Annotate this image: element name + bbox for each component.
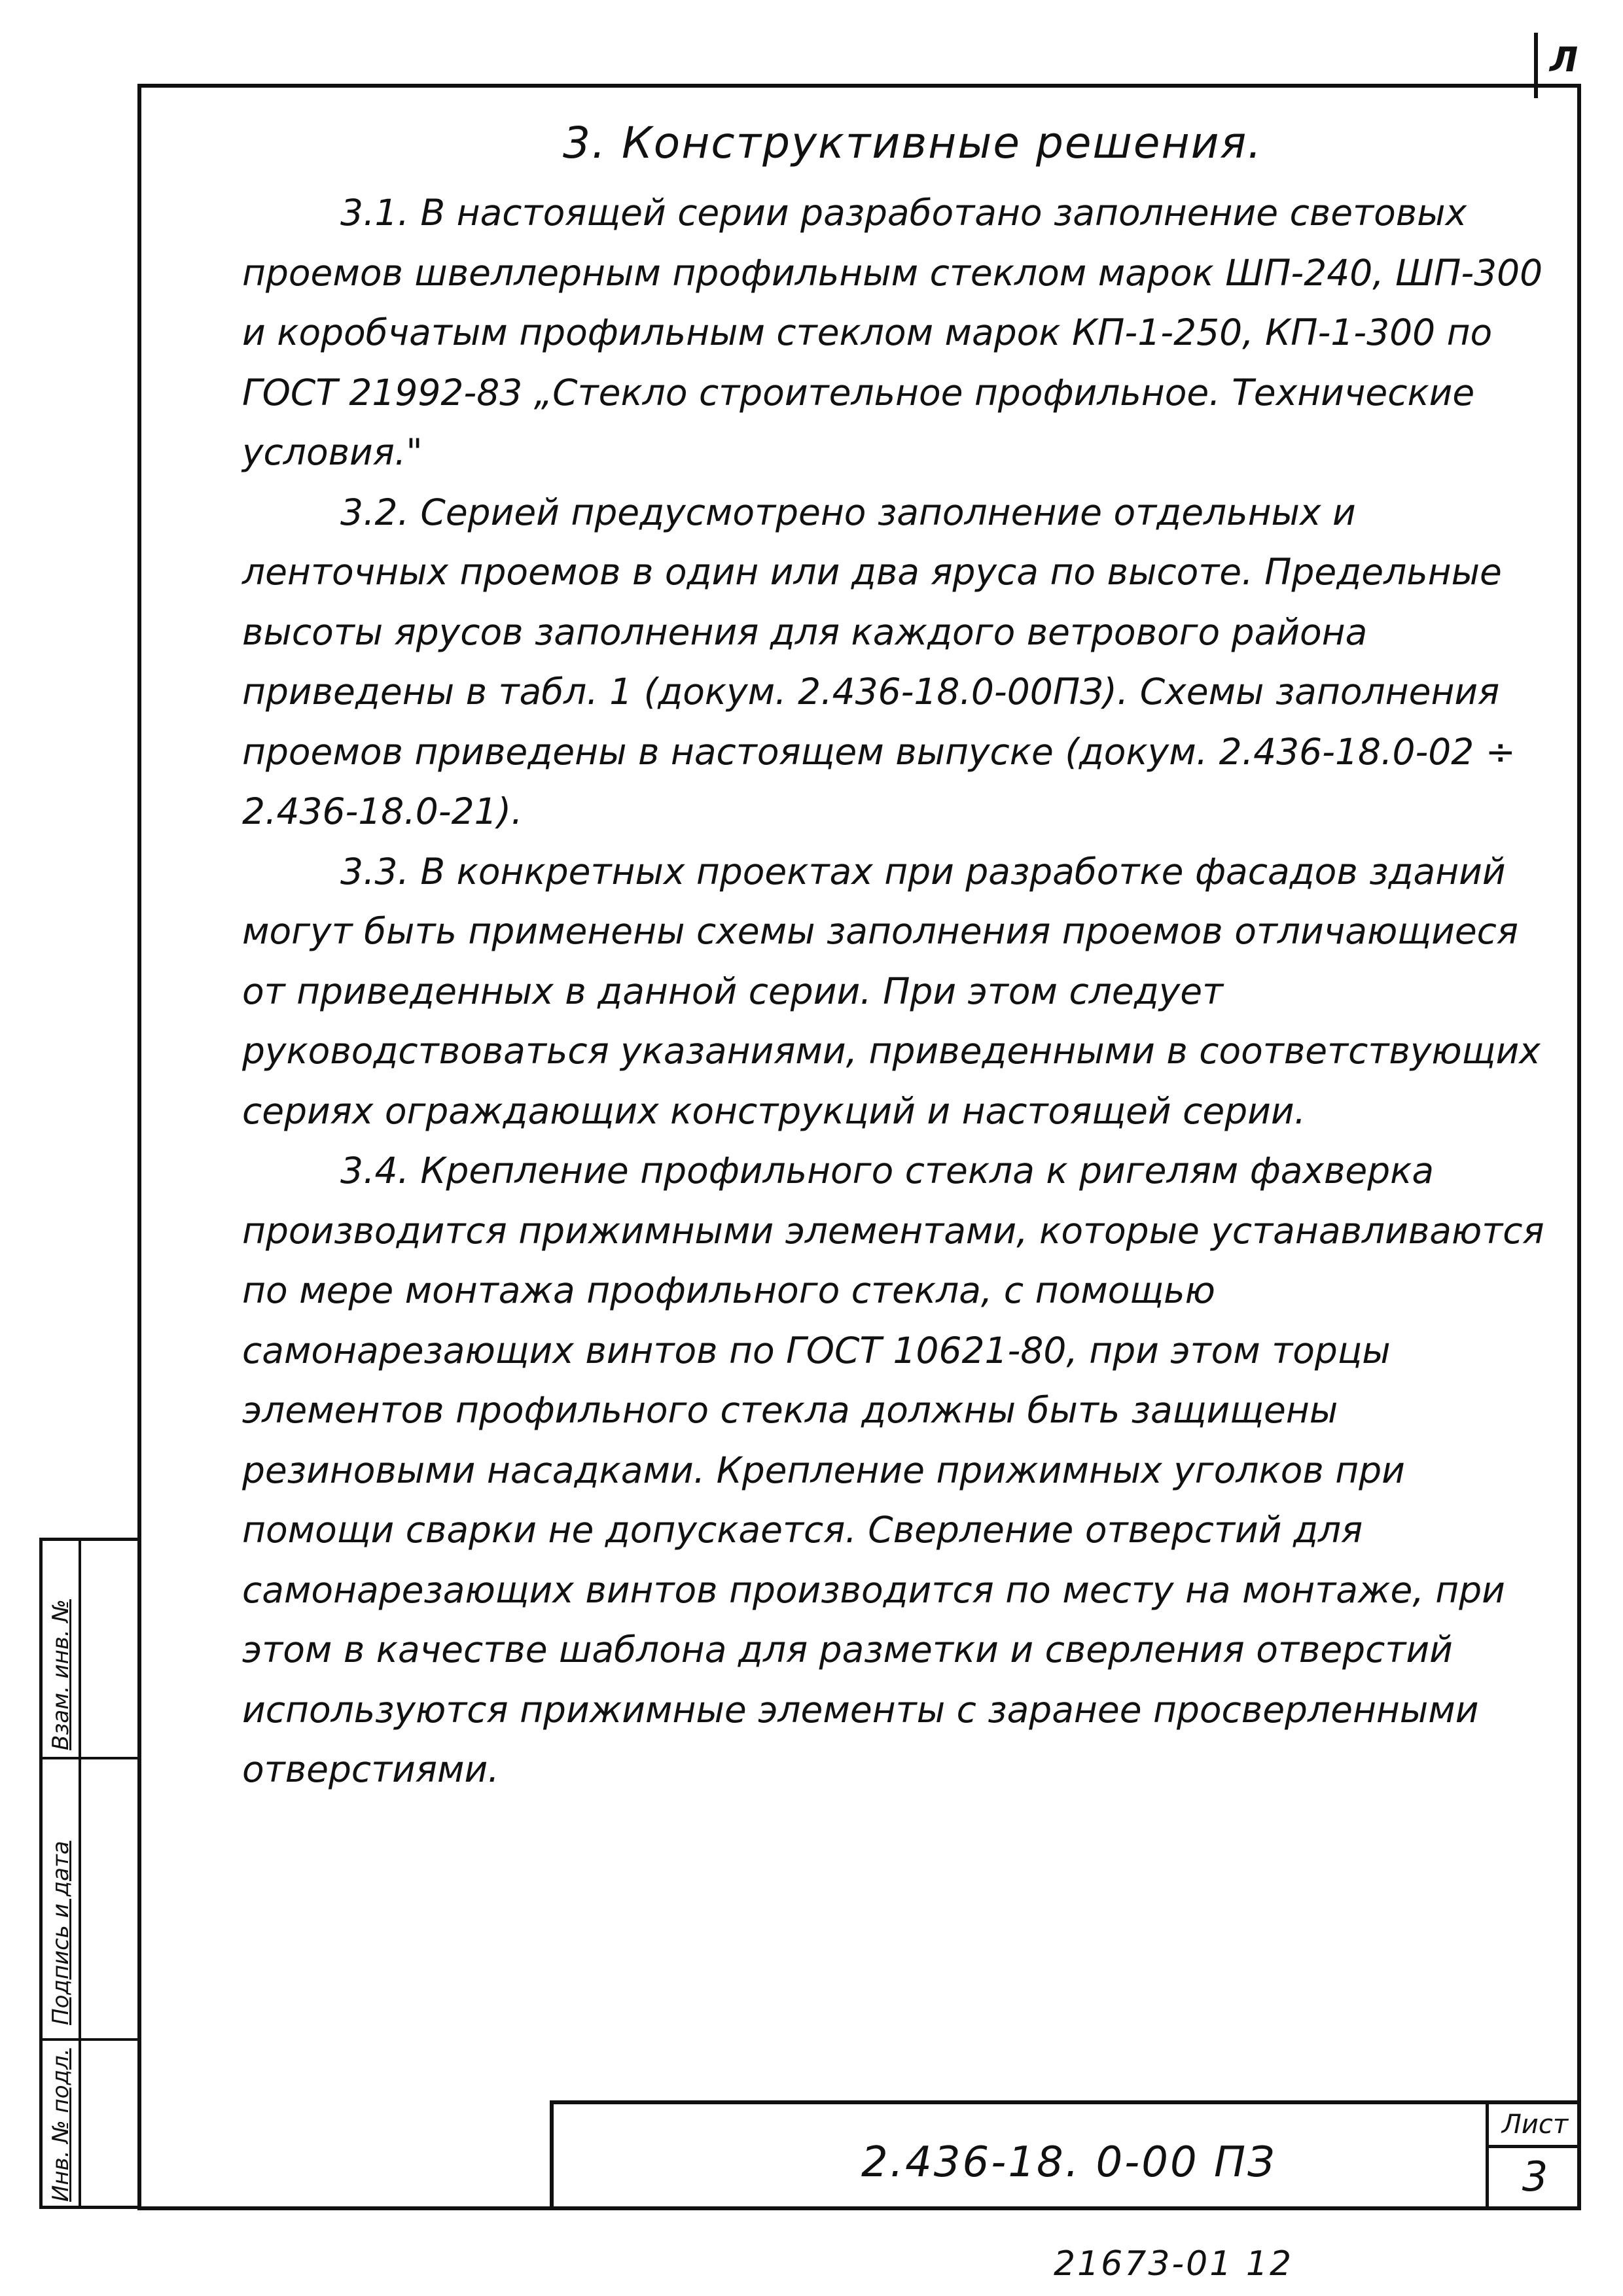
sheet-number: 3 bbox=[1522, 2153, 1548, 2200]
sheet-label: Лист bbox=[1489, 2104, 1581, 2148]
body-text bbox=[242, 183, 1558, 1800]
sheet-box bbox=[1486, 2104, 1581, 2210]
paragraph-3-3: 3.3. В конкретных проектах при разработке фасадов зданий могут быть применены схемы заполнения проемов отличающиеся от приведенных в данной серии. При этом следует руководствоваться указаниями, приведенными в соответствующих сериях ограждающих конструкций и настоящей серии. bbox=[242, 850, 1541, 1132]
side-label-vzam-inv: Взам. инв. № bbox=[48, 1599, 74, 1750]
side-label-podpis-data: Подпись и дата bbox=[48, 1841, 74, 2025]
section-title: 3. Конструктивные решения. bbox=[563, 118, 1263, 168]
paragraph-3-1: 3.1. В настоящей серии разработано заполнение световых проемов швеллерным профильным стеклом марок ШП-240, ШП-300 и коробчатым профильным стеклом марок КП-1-250, КП-1-300 по ГОСТ 21992-83 „Стекло строительное профильное. Технические условия." bbox=[242, 192, 1543, 473]
side-stamp-row-divider bbox=[43, 2038, 137, 2041]
title-block bbox=[550, 2100, 1581, 2210]
corner-mark: Л bbox=[1550, 41, 1578, 80]
side-stamp-row-divider bbox=[43, 1757, 137, 1759]
archive-number: 21673-01 12 bbox=[1054, 2244, 1294, 2284]
side-label-inv-podl: Инв. № подл. bbox=[48, 2048, 74, 2202]
paragraph-3-4: 3.4. Крепление профильного стекла к ригелям фахверка производится прижимными элементами, которые устанавливаются по мере монтажа профильного стекла, с помощью самонарезающих винтов по ГОСТ 10621-80, при этом торцы элементов профильного стекла должны быть защищены резиновыми насадками. Крепление прижимных уголков при помощи сварки не допускается. Сверление отверстий для самонарезающих винтов производится по месту на монтаже, при этом в качестве шаблона для разметки и сверления отверстий используются прижимные элементы с заранее просверленными отверстиями. bbox=[242, 1150, 1544, 1790]
document-code: 2.436-18. 0-00 ПЗ bbox=[861, 2138, 1277, 2187]
paragraph-3-2: 3.2. Серией предусмотрено заполнение отдельных и ленточных проемов в один или два яруса по высоте. Предельные высоты ярусов заполнения для каждого ветрового района приведены в табл. 1 (докум. 2.436-18.0-00ПЗ). Схемы заполнения проемов приведены в настоящем выпуске (докум. 2.436-18.0-02 ÷ 2.436-18.0-21). bbox=[242, 491, 1516, 832]
side-stamp bbox=[39, 1538, 137, 2209]
